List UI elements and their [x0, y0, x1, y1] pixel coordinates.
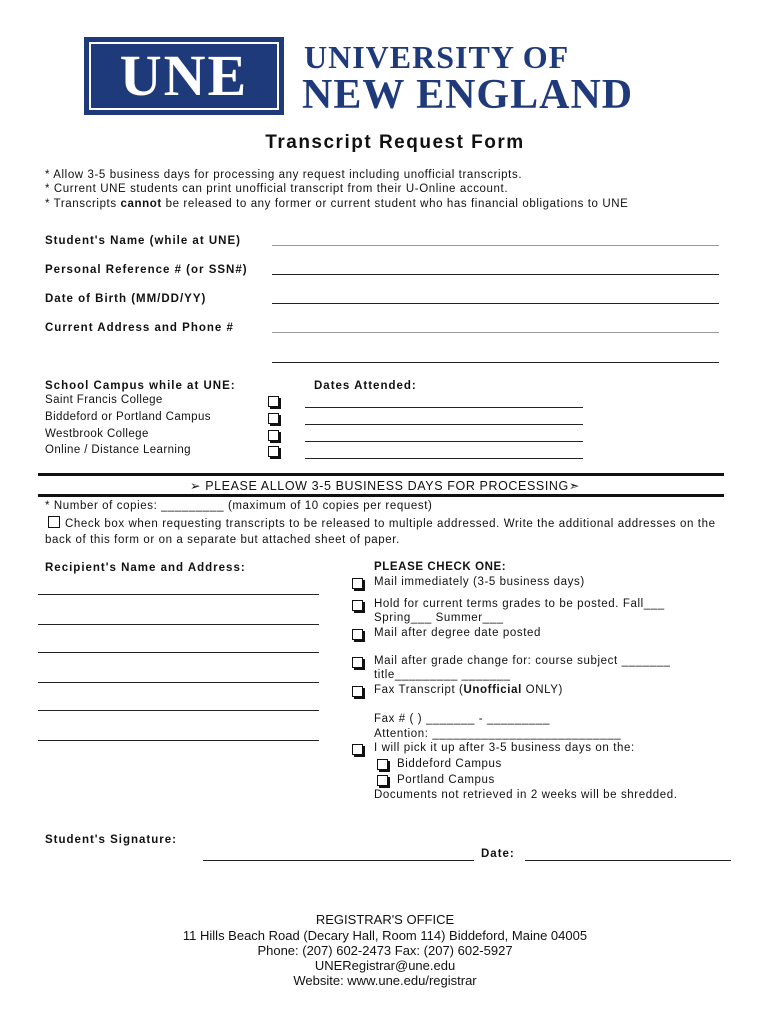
footer-email: UNERegistrar@une.edu: [314, 958, 456, 973]
multi-address-checkbox[interactable]: [48, 516, 60, 528]
note-3: [45, 198, 628, 210]
fax-checkbox[interactable]: [352, 686, 363, 697]
biddeford-label: Biddeford Campus: [397, 758, 502, 770]
note-2: * Current UNE students can print unofficial transcript from their U-Online account.: [45, 183, 509, 195]
dates-heading: Dates Attended:: [314, 380, 417, 392]
signature-field[interactable]: [203, 860, 474, 861]
banner-rule-bottom: [38, 494, 724, 497]
banner-arrow-right-icon: ➣: [568, 479, 580, 493]
after-degree-label: Mail after degree date posted: [374, 627, 541, 639]
recipient-line-1[interactable]: [38, 594, 319, 595]
dates-field-3[interactable]: [305, 441, 583, 442]
banner-text: PLEASE ALLOW 3-5 BUSINESS DAYS FOR PROCESSING: [205, 479, 569, 493]
note-3-suffix: be released to any former or current student who has financial obligations to UNE: [161, 198, 629, 210]
date-label: Date:: [481, 848, 515, 860]
hold-label-2: Spring___ Summer___: [374, 612, 504, 624]
hold-checkbox[interactable]: [352, 600, 363, 611]
label-dob: Date of Birth (MM/DD/YY): [45, 293, 207, 305]
reference-field[interactable]: [272, 274, 719, 275]
footer-office: REGISTRAR'S OFFICE: [315, 912, 455, 927]
campus-checkbox-3[interactable]: [268, 430, 279, 441]
copies-line: * Number of copies: _________ (maximum of 10 copies per request): [45, 500, 433, 512]
logo-line2: NEW ENGLAND: [302, 72, 634, 118]
fax-label-emph: Unofficial: [463, 684, 522, 696]
address-field-1[interactable]: [272, 332, 719, 333]
campus-option-2: Biddeford or Portland Campus: [45, 411, 211, 423]
banner-rule-top: [38, 473, 724, 476]
student-name-field[interactable]: [272, 245, 719, 246]
multi-address-text-2: back of this form or on a separate but attached sheet of paper.: [45, 534, 400, 546]
recipient-heading: Recipient's Name and Address:: [45, 562, 246, 574]
form-title: Transcript Request Form: [265, 132, 525, 153]
mail-now-checkbox[interactable]: [352, 578, 363, 589]
dob-field[interactable]: [272, 303, 719, 304]
campus-checkbox-1[interactable]: [268, 396, 279, 407]
signature-label: Student's Signature:: [45, 834, 177, 846]
address-field-2[interactable]: [272, 362, 719, 363]
campus-checkbox-2[interactable]: [268, 413, 279, 424]
pickup-checkbox[interactable]: [352, 744, 363, 755]
label-reference: Personal Reference # (or SSN#): [45, 264, 248, 276]
shred-notice: Documents not retrieved in 2 weeks will be shredded.: [374, 789, 678, 801]
after-degree-checkbox[interactable]: [352, 629, 363, 640]
note-1: * Allow 3-5 business days for processing any request including unofficial transcripts.: [45, 169, 523, 181]
check-one-heading: PLEASE CHECK ONE:: [374, 561, 507, 573]
campus-option-3: Westbrook College: [45, 428, 149, 440]
portland-label: Portland Campus: [397, 774, 495, 786]
label-address: Current Address and Phone #: [45, 322, 234, 334]
footer-phone: Phone: (207) 602-2473 Fax: (207) 602-5927: [257, 943, 513, 958]
recipient-line-5[interactable]: [38, 710, 319, 711]
note-3-emph: cannot: [120, 198, 162, 210]
fax-label: [374, 684, 563, 696]
grade-change-label-2: title_________ _______: [374, 669, 511, 681]
dates-field-2[interactable]: [305, 424, 583, 425]
fax-label-suffix: ONLY): [521, 684, 563, 696]
processing-banner: [0, 478, 770, 493]
portland-checkbox[interactable]: [377, 775, 388, 786]
footer-address: 11 Hills Beach Road (Decary Hall, Room 114) Biddeford, Maine 04005: [182, 928, 588, 943]
grade-change-label-1: Mail after grade change for: course subject _______: [374, 655, 671, 667]
logo-line1: UNIVERSITY OF: [304, 39, 570, 75]
campus-option-4: Online / Distance Learning: [45, 444, 191, 456]
date-field[interactable]: [525, 860, 731, 861]
biddeford-checkbox[interactable]: [377, 759, 388, 770]
label-student-name: Student's Name (while at UNE): [45, 235, 241, 247]
dates-field-4[interactable]: [305, 458, 583, 459]
dates-field-1[interactable]: [305, 407, 583, 408]
hold-label-1: Hold for current terms grades to be posted. Fall___: [374, 598, 665, 610]
pickup-label: I will pick it up after 3-5 business days on the:: [374, 742, 635, 754]
campus-option-1: Saint Francis College: [45, 394, 163, 406]
recipient-line-4[interactable]: [38, 682, 319, 683]
une-logo: [84, 37, 684, 117]
logo-monogram-box: [84, 37, 284, 115]
recipient-line-2[interactable]: [38, 624, 319, 625]
recipient-line-6[interactable]: [38, 740, 319, 741]
grade-change-checkbox[interactable]: [352, 657, 363, 668]
campus-heading: School Campus while at UNE:: [45, 380, 236, 392]
fax-label-prefix: Fax Transcript (: [374, 684, 464, 696]
campus-checkbox-4[interactable]: [268, 446, 279, 457]
multi-address-text-1: Check box when requesting transcripts to be released to multiple addressed. Write the additional addresses on the: [65, 518, 716, 530]
fax-number-field[interactable]: Fax # ( ) _______ - _________: [374, 713, 550, 725]
note-3-prefix: * Transcripts: [45, 198, 121, 210]
banner-arrow-left-icon: ➢: [190, 479, 202, 493]
mail-now-label: Mail immediately (3-5 business days): [374, 576, 585, 588]
logo-monogram: UNE: [119, 43, 249, 108]
attention-field[interactable]: Attention: ___________________________: [374, 728, 622, 740]
recipient-line-3[interactable]: [38, 652, 319, 653]
footer-website: Website: www.une.edu/registrar: [293, 973, 477, 988]
